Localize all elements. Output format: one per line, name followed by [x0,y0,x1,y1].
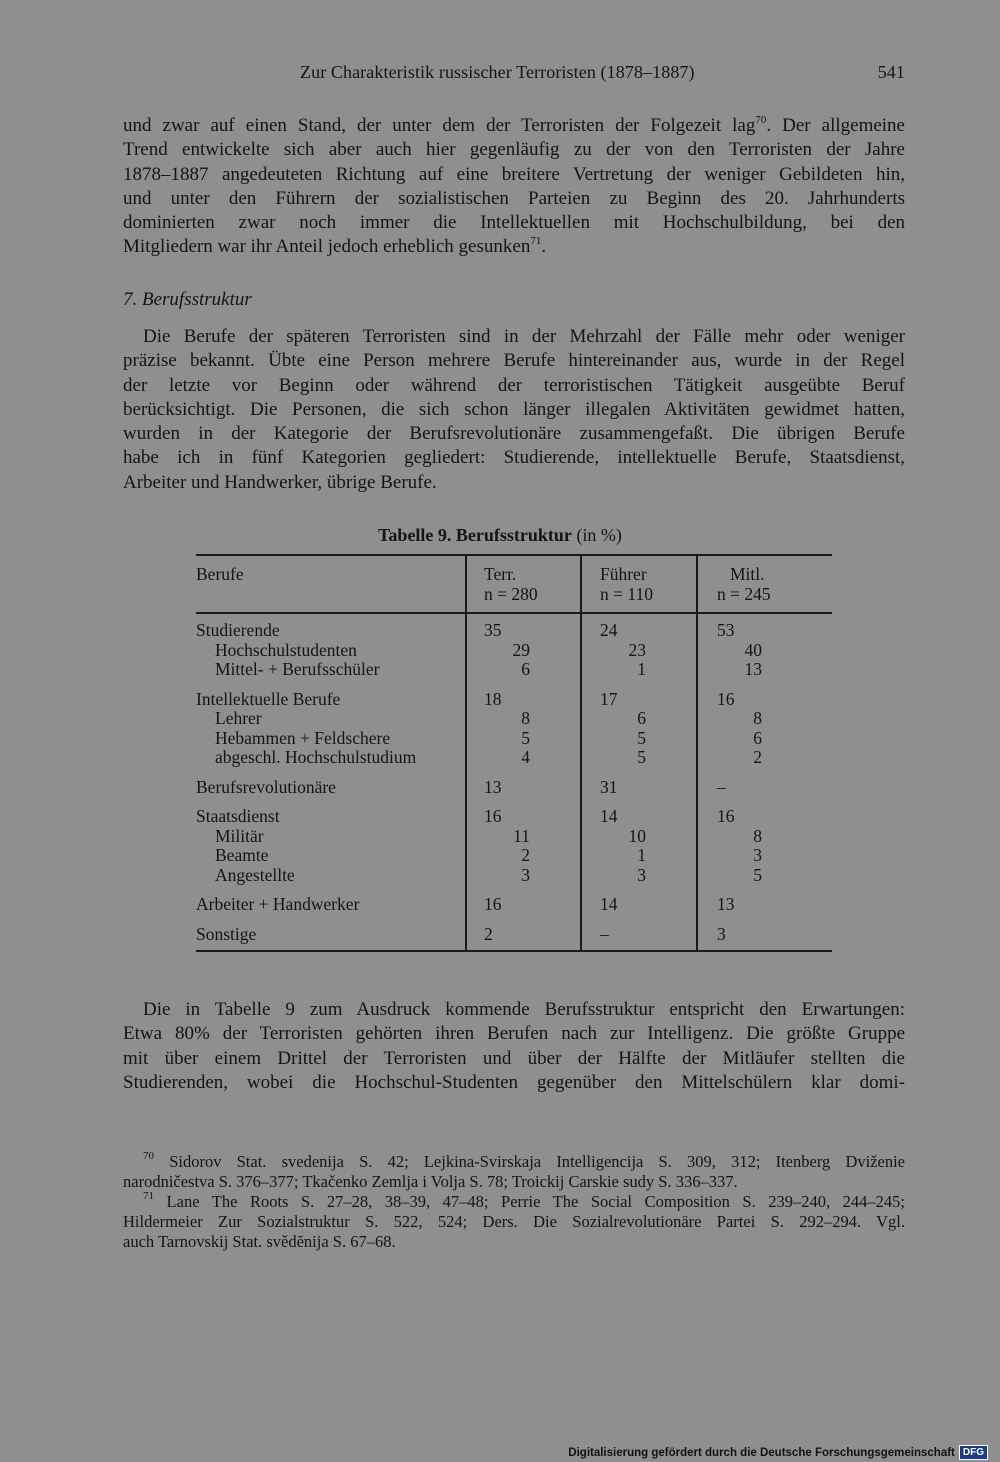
text-line: dominierten zwar noch immer die Intellektuellen mit Hochschulbildung, bei den [123,212,905,234]
row-label: Staatsdienst [196,806,280,826]
cell-terr: 29 [512,639,530,660]
cell-fuehrer: 14 [600,894,618,914]
cell-terr: 8 [521,708,530,728]
cell-mitl: 6 [753,727,762,748]
text-line: habe ich in fünf Kategorien gegliedert: Studierende, intellektuelle Berufe, Staatsdienst, [123,447,905,469]
header-fuehrer: Führer [600,564,647,584]
footnote-line: Hildermeier Zur Sozialstruktur S. 522, 524; Ders. Die Sozialrevolutionäre Partei S. 292–294. Vgl. [123,1212,905,1231]
cell-mitl: 16 [717,806,735,826]
row-label: Militär [215,825,264,846]
cell-terr: 2 [521,845,530,865]
cell-fuehrer: 1 [637,845,646,865]
footnote-71: $^{71}$ Lane The Roots S. 27–28, 38–39, 47–48; Perrie The Social Composition S. 239–240, 244–245; [143,1190,906,1211]
header-berufe: Berufe [196,564,244,584]
footnote-ref-70[interactable]: 70 [755,114,767,126]
cell-fuehrer: 1 [637,659,646,679]
cell-fuehrer: 23 [628,639,646,660]
row-label: Beamte [215,845,269,865]
digitization-credit: Digitalisierung gefördert durch die Deutsche Forschungsgemeinschaft DFG [568,1445,988,1460]
table-top-rule [196,554,832,556]
cell-fuehrer: 14 [600,806,618,826]
column-divider [580,556,582,950]
footnote-line: auch Tarnovskij Stat. svědĕnija S. 67–68. [123,1232,396,1251]
text-line: präzise bekannt. Übte eine Person mehrere Berufe hintereinander aus, wurde in der Regel [123,350,905,372]
cell-terr: 13 [484,776,502,797]
cell-terr: 16 [484,894,502,914]
cell-fuehrer: – [600,923,609,944]
header-terr: Terr. [484,564,517,584]
running-title: Zur Charakteristik russischer Terroristen (1878–1887) [300,62,695,82]
footnote-line: narodničestva S. 376–377; Tkačenko Zemlja i Volja S. 78; Troickij Carskie sudy S. 336–337. [123,1172,738,1191]
header-terr-n: n = 280 [484,584,538,604]
text-line: Arbeiter und Handwerker, übrige Berufe. [123,471,437,493]
text-line: Die Berufe der späteren Terroristen sind in der Mehrzahl der Fälle mehr oder weniger [143,326,905,347]
cell-mitl: – [717,776,726,797]
text-line: wurden in der Kategorie der Berufsrevolutionäre zusammengefaßt. Die übrigen Berufe [123,423,905,445]
cell-terr: 5 [521,727,530,748]
cell-terr: 2 [484,923,493,944]
footnote-ref-71[interactable]: 71 [530,235,542,248]
text-line: und unter den Führern der sozialistischen Parteien zu Beginn des 20. Jahrhunderts [123,187,905,209]
header-mitl: Mitl. [730,564,765,584]
cell-mitl: 13 [717,894,735,914]
table-header-rule [196,612,832,614]
cell-fuehrer: 24 [600,620,618,640]
text-line: Die in Tabelle 9 zum Ausdruck kommende Berufsstruktur entspricht den Erwartungen: [143,999,905,1020]
text-line: Trend entwickelte sich aber auch hier gegenläufig zu der von den Terroristen der Jahre [123,139,905,161]
text-line: berücksichtigt. Die Personen, die sich schon länger illegalen Aktivitäten gewidmet hatten, [123,398,905,420]
cell-terr: 6 [521,659,530,679]
cell-fuehrer: 17 [600,688,618,709]
row-label: Mittel- + Berufsschüler [215,659,380,679]
header-fuehrer-n: n = 110 [600,584,653,604]
text-line: Studierenden, wobei die Hochschul-Studenten gegenüber den Mittelschülern klar domi- [123,1071,905,1093]
cell-terr: 35 [484,620,502,640]
text-line: Mitgliedern war ihr Anteil jedoch erheblich gesunken$^{71}$. [123,235,547,258]
paragraph-3 [123,998,905,1095]
cell-terr: 3 [521,864,530,885]
cell-mitl: 5 [753,864,762,885]
paragraph-1 [123,114,905,260]
text-line: mit über einem Drittel der Terroristen und über der Hälfte der Mitläufer stellten die [123,1047,905,1069]
cell-mitl: 8 [753,708,762,728]
section-heading: 7. Berufsstruktur [123,289,252,310]
paragraph-2 [123,325,905,495]
cell-terr: 18 [484,688,502,709]
row-label: Sonstige [196,923,257,944]
page-number: 541 [877,62,905,82]
cell-mitl: 16 [717,688,735,709]
row-label: Lehrer [215,708,262,728]
text-line: 1878–1887 angedeuteten Richtung auf eine breitere Vertretung der weniger Gebildeten hin, [123,163,905,185]
cell-terr: 4 [521,747,530,767]
row-label: Arbeiter + Handwerker [196,894,360,914]
cell-mitl: 8 [753,825,762,846]
text-line: der letzte vor Beginn oder während der terroristischen Tätigkeit ausgeübte Beruf [123,374,905,396]
column-divider [465,556,467,950]
row-label: Hochschulstudenten [215,639,357,660]
table-caption: Tabelle 9. Berufsstruktur (in %) [378,525,622,545]
row-label: Hebammen + Feldschere [215,727,391,748]
footnotes [123,1152,905,1252]
footnote-70: $^{70}$ Sidorov Stat. svedenija S. 42; Lejkina-Svirskaja Intelligencija S. 309, 312; Itenberg Dviženie [143,1150,906,1171]
text-line: Etwa 80% der Terroristen gehörten ihren Berufen nach zur Intelligenz. Die größte Gruppe [123,1023,905,1045]
occupation-table [196,554,832,952]
cell-mitl: 3 [717,923,726,944]
cell-mitl: 53 [717,620,735,640]
cell-mitl: 2 [753,747,762,767]
cell-fuehrer: 3 [637,864,646,885]
row-label: Studierende [196,620,280,640]
cell-fuehrer: 6 [637,708,646,728]
cell-fuehrer: 5 [637,727,646,748]
cell-mitl: 40 [744,639,762,660]
row-label: Intellektuelle Berufe [196,688,341,709]
cell-mitl: 3 [753,845,762,865]
row-label: Berufsrevolutionäre [196,776,336,797]
header-mitl-n: n = 245 [717,584,771,604]
text-line: und zwar auf einen Stand, der unter dem der Terroristen der Folgezeit lag$^{70}$. Der allgemeine [123,114,905,136]
cell-fuehrer: 31 [600,776,618,797]
cell-fuehrer: 5 [637,747,646,767]
column-divider [696,556,698,950]
cell-terr: 11 [513,825,530,846]
row-label: abgeschl. Hochschulstudium [215,747,417,767]
table-bottom-rule [196,950,832,952]
cell-terr: 16 [484,806,502,826]
dfg-logo: DFG [959,1445,988,1460]
row-label: Angestellte [215,864,295,885]
cell-fuehrer: 10 [628,825,646,846]
cell-mitl: 13 [744,659,762,679]
